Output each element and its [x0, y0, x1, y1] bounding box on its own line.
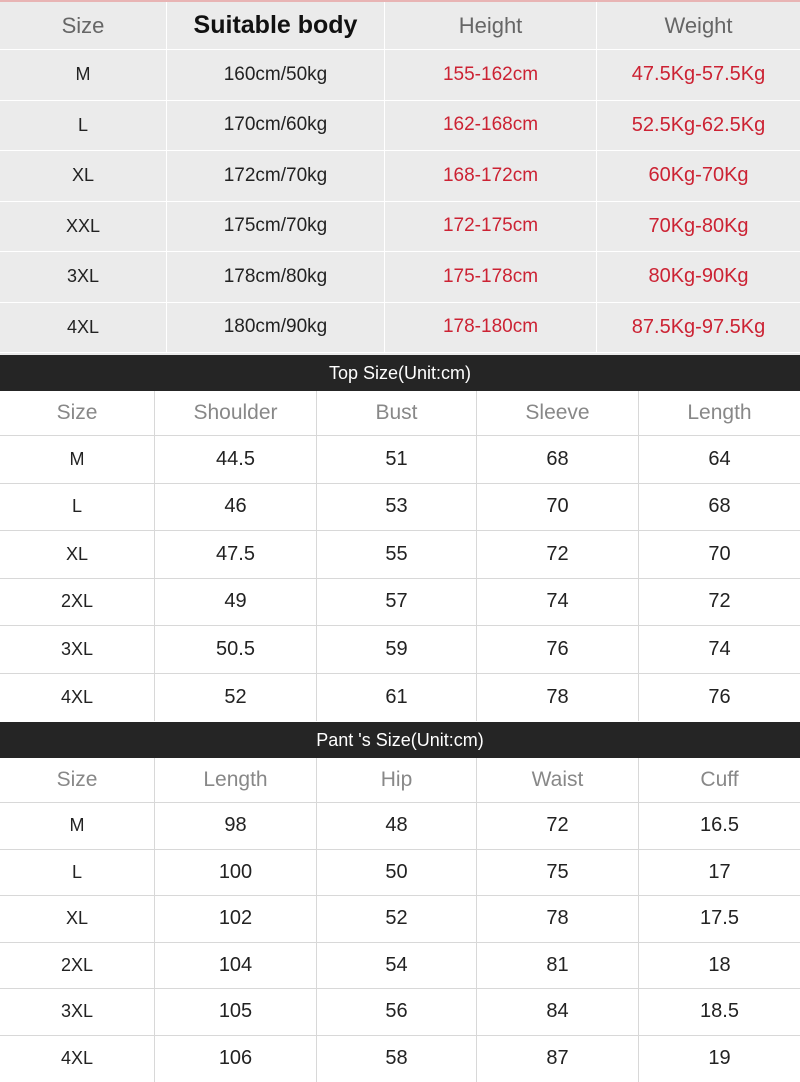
length-cell: 106: [155, 1036, 317, 1082]
shoulder-cell: 49: [155, 579, 317, 626]
size-cell: 4XL: [0, 674, 155, 722]
header-size: Size: [0, 758, 155, 802]
header-size: Size: [0, 2, 167, 49]
waist-cell: 78: [477, 896, 639, 942]
cuff-cell: 18: [708, 953, 731, 976]
header-bust: Bust: [317, 391, 477, 435]
size-cell: 4XL: [0, 303, 167, 353]
sleeve-cell: 72: [477, 531, 639, 578]
waist-cell: 75: [477, 850, 639, 896]
body-size-table: [0, 0, 800, 355]
waist-cell: 72: [477, 803, 639, 849]
pant-size-table: [0, 758, 800, 1082]
size-cell: XL: [0, 151, 167, 201]
suitable-body-cell: 172cm/70kg: [167, 151, 385, 201]
size-cell: 3XL: [0, 252, 167, 302]
table-row: [0, 436, 800, 484]
weight-cell: 60Kg-70Kg: [648, 164, 749, 187]
length-cell: 100: [155, 850, 317, 896]
table-row: [0, 202, 800, 253]
header-height: Height: [385, 2, 597, 49]
hip-cell: 56: [317, 989, 477, 1035]
cuff-cell: 17: [708, 860, 731, 883]
cuff-cell: 16.5: [700, 814, 739, 837]
top-size-banner: Top Size(Unit:cm): [0, 355, 800, 391]
size-cell: XL: [0, 531, 155, 578]
shoulder-cell: 50.5: [155, 626, 317, 673]
size-cell: XL: [0, 896, 155, 942]
sleeve-cell: 76: [477, 626, 639, 673]
cuff-cell: 19: [708, 1047, 731, 1070]
weight-cell: 52.5Kg-62.5Kg: [631, 113, 766, 136]
suitable-body-cell: 180cm/90kg: [167, 303, 385, 353]
height-cell: 175-178cm: [385, 252, 597, 302]
header-suitable-body: Suitable body: [167, 2, 385, 49]
hip-cell: 52: [317, 896, 477, 942]
table-row: [0, 531, 800, 579]
top-size-table: [0, 391, 800, 722]
weight-cell: 70Kg-80Kg: [648, 214, 749, 237]
size-cell: 2XL: [0, 579, 155, 626]
height-cell: 155-162cm: [385, 50, 597, 100]
table-row: [0, 151, 800, 202]
length-cell: 72: [708, 590, 731, 613]
table-row: [0, 1036, 800, 1082]
sleeve-cell: 70: [477, 484, 639, 531]
hip-cell: 58: [317, 1036, 477, 1082]
header-length: Length: [155, 758, 317, 802]
size-cell: 3XL: [0, 626, 155, 673]
pant-size-banner: Pant 's Size(Unit:cm): [0, 722, 800, 758]
length-cell: 98: [155, 803, 317, 849]
header-waist: Waist: [477, 758, 639, 802]
height-cell: 162-168cm: [385, 101, 597, 151]
table-row: [0, 989, 800, 1036]
size-cell: M: [0, 803, 155, 849]
size-cell: L: [0, 101, 167, 151]
table-row: [0, 303, 800, 354]
sleeve-cell: 78: [477, 674, 639, 722]
size-cell: M: [0, 50, 167, 100]
body-table-header: [0, 2, 800, 50]
hip-cell: 48: [317, 803, 477, 849]
table-row: [0, 626, 800, 674]
length-cell: 64: [708, 447, 731, 470]
cuff-cell: 17.5: [700, 907, 739, 930]
bust-cell: 61: [317, 674, 477, 722]
waist-cell: 87: [477, 1036, 639, 1082]
header-length: Length: [687, 401, 752, 424]
table-row: [0, 50, 800, 101]
bust-cell: 53: [317, 484, 477, 531]
height-cell: 178-180cm: [385, 303, 597, 353]
shoulder-cell: 46: [155, 484, 317, 531]
suitable-body-cell: 178cm/80kg: [167, 252, 385, 302]
top-table-header: [0, 391, 800, 436]
header-cuff: Cuff: [700, 768, 739, 791]
length-cell: 104: [155, 943, 317, 989]
sleeve-cell: 68: [477, 436, 639, 483]
pant-table-header: [0, 758, 800, 803]
header-hip: Hip: [317, 758, 477, 802]
header-weight: Weight: [664, 12, 733, 38]
sleeve-cell: 74: [477, 579, 639, 626]
length-cell: 105: [155, 989, 317, 1035]
size-cell: 2XL: [0, 943, 155, 989]
table-row: [0, 850, 800, 897]
header-shoulder: Shoulder: [155, 391, 317, 435]
height-cell: 168-172cm: [385, 151, 597, 201]
table-row: [0, 896, 800, 943]
hip-cell: 50: [317, 850, 477, 896]
size-cell: 4XL: [0, 1036, 155, 1082]
table-row: [0, 803, 800, 850]
table-row: [0, 674, 800, 722]
size-cell: XXL: [0, 202, 167, 252]
waist-cell: 81: [477, 943, 639, 989]
size-cell: L: [0, 484, 155, 531]
weight-cell: 87.5Kg-97.5Kg: [631, 315, 766, 338]
table-row: [0, 943, 800, 990]
shoulder-cell: 52: [155, 674, 317, 722]
size-cell: M: [0, 436, 155, 483]
hip-cell: 54: [317, 943, 477, 989]
suitable-body-cell: 170cm/60kg: [167, 101, 385, 151]
header-size: Size: [0, 391, 155, 435]
bust-cell: 55: [317, 531, 477, 578]
suitable-body-cell: 160cm/50kg: [167, 50, 385, 100]
length-cell: 102: [155, 896, 317, 942]
length-cell: 70: [708, 542, 731, 565]
cuff-cell: 18.5: [700, 1000, 739, 1023]
length-cell: 76: [708, 685, 731, 708]
table-row: [0, 484, 800, 532]
height-cell: 172-175cm: [385, 202, 597, 252]
bust-cell: 59: [317, 626, 477, 673]
bust-cell: 57: [317, 579, 477, 626]
waist-cell: 84: [477, 989, 639, 1035]
weight-cell: 80Kg-90Kg: [648, 265, 749, 288]
shoulder-cell: 44.5: [155, 436, 317, 483]
shoulder-cell: 47.5: [155, 531, 317, 578]
header-sleeve: Sleeve: [477, 391, 639, 435]
length-cell: 68: [708, 495, 731, 518]
size-cell: 3XL: [0, 989, 155, 1035]
table-row: [0, 579, 800, 627]
table-row: [0, 252, 800, 303]
size-cell: L: [0, 850, 155, 896]
length-cell: 74: [708, 637, 731, 660]
table-row: [0, 101, 800, 152]
weight-cell: 47.5Kg-57.5Kg: [631, 63, 766, 86]
bust-cell: 51: [317, 436, 477, 483]
suitable-body-cell: 175cm/70kg: [167, 202, 385, 252]
